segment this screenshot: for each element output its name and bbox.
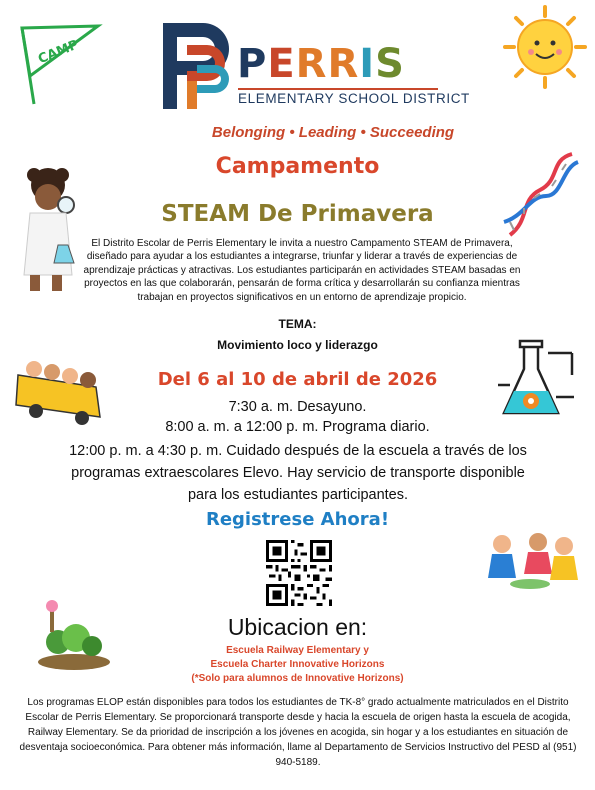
school-bus-icon xyxy=(12,355,108,427)
schedule-aftercare: 12:00 p. m. a 4:30 p. m. Cuidado después de la escuela a través de los programas extraescolares Elevo. Hay servicio de transporte disponible para los estudiantes participantes. xyxy=(69,443,527,503)
location-school-innovative: Escuela Charter Innovative Horizons xyxy=(210,659,385,670)
pennant-text: CAMP xyxy=(36,37,81,68)
event-dates: Del 6 al 10 de abril de 2026 xyxy=(157,369,438,390)
title-steam: STEAM De Primavera xyxy=(161,201,434,227)
location-heading: Ubicacion en: xyxy=(227,614,368,640)
kids-playing-icon xyxy=(478,528,582,592)
logo-district: ELEMENTARY SCHOOL DISTRICT xyxy=(238,91,470,106)
perris-logo-mark xyxy=(163,23,231,109)
scientist-girl-icon xyxy=(14,165,88,295)
logo-wordmark: PERRIS xyxy=(237,41,405,87)
camp-pennant-icon xyxy=(8,18,104,110)
tema-heading: TEMA: xyxy=(278,317,317,331)
schedule-program: 8:00 a. m. a 12:00 p. m. Programa diario. xyxy=(165,419,430,435)
logo-divider xyxy=(238,88,438,90)
sun-icon xyxy=(502,4,588,90)
schedule-breakfast: 7:30 a. m. Desayuno. xyxy=(228,399,367,415)
footer-paragraph: Los programas ELOP están disponibles para todos los estudiantes de TK-8° grado actualmente matriculados en el Distrito Escolar de Perris Elementary. Se proporcionará transporte desde y hacia la escuela de origen hasta la escuela de acogida, Railway Elementary. Se da prioridad de inscripción a los jóvenes en acogida, sin hogar y a los estudiantes en situación de desventaja socioeconómica. Para obtener más información, llame al Departamento de Servicios Instructivo del PESD al (951) 940-5189. xyxy=(19,697,577,768)
tagline: Belonging • Leading • Succeeding xyxy=(211,124,455,141)
tema-value: Movimiento loco y liderazgo xyxy=(217,338,378,352)
intro-paragraph: El Distrito Escolar de Perris Elementary le invita a nuestro Campamento STEAM de Primavera, diseñado para ayudar a los estudiantes a integrarse, triunfar y liderar a través de experiencias de aprendizaje prácticas y atractivas. Los estudiantes participarán en actividades STEAM basadas en proyectos en las que colaborarán, pensarán de forma crítica y desarrollarán su confianza mientras trabajan en proyectos significativos en un entorno de aprendizaje propicio. xyxy=(83,238,521,303)
qr-code-icon[interactable] xyxy=(266,540,332,606)
title-campamento: Campamento xyxy=(215,154,380,179)
location-note: (*Solo para alumnos de Innovative Horizons) xyxy=(191,673,404,684)
register-now-link[interactable]: Registrese Ahora! xyxy=(205,509,390,530)
location-school-railway: Escuela Railway Elementary y xyxy=(226,645,369,656)
